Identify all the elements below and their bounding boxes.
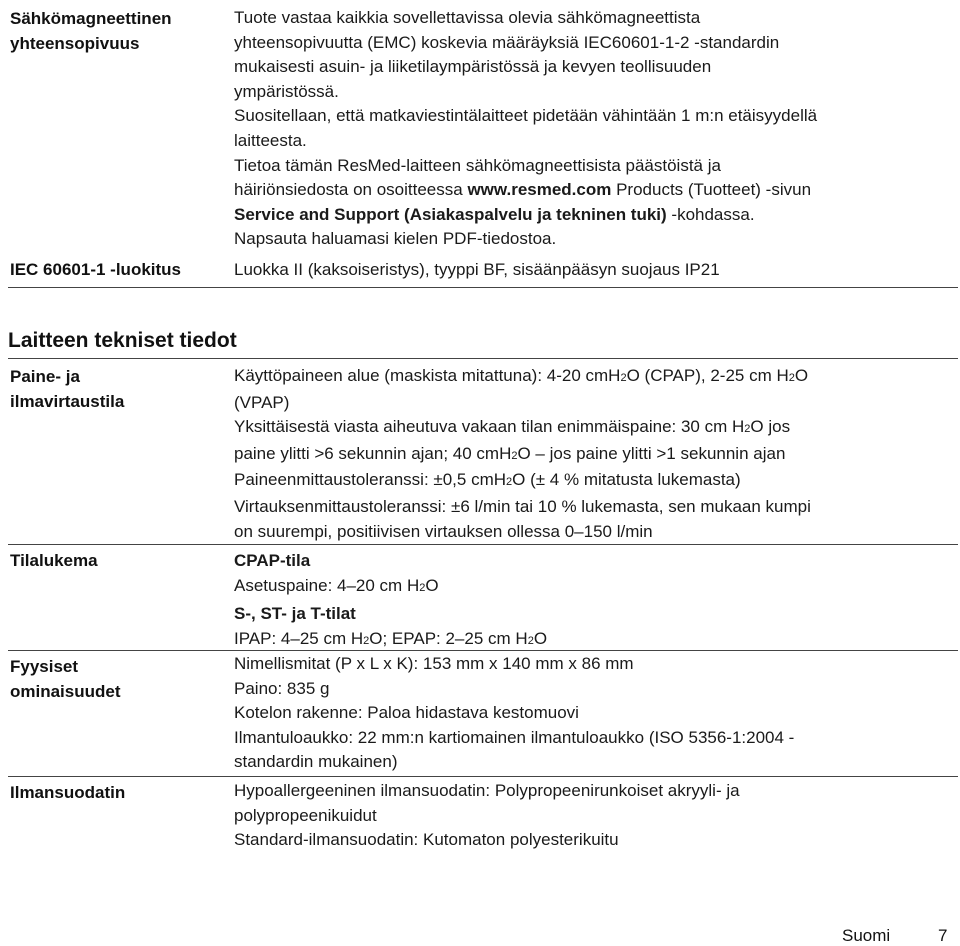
emc-line: laitteesta.	[234, 130, 307, 150]
pressure-label-line1: Paine- ja	[10, 367, 80, 386]
text: Yksittäisestä viasta aiheutuva vakaan tilan enimmäispaine: 30 cm H	[234, 417, 745, 437]
text: O jos	[750, 417, 791, 437]
pressure-text	[234, 364, 811, 544]
cpap-mode-title: CPAP-tila	[234, 551, 311, 570]
url-suffix: Products (Tuotteet) -sivun	[611, 180, 812, 200]
row-divider	[8, 544, 958, 545]
text: paine ylitti >6 sekunnin ajan; 40 cmH	[234, 443, 512, 463]
physical-label-line2: ominaisuudet	[10, 682, 121, 701]
text: O	[533, 629, 548, 648]
subscript: 2	[511, 449, 518, 462]
physical-label-line1: Fyysiset	[10, 657, 79, 676]
emc-line: Napsauta haluamasi kielen PDF-tiedostoa.	[234, 229, 557, 249]
physical-line: Ilmantuloaukko: 22 mm:n kartiomainen ilmantuloaukko (ISO 5356-1:2004 -	[234, 727, 795, 747]
filter-line: polypropeenikuidut	[234, 805, 377, 825]
footer-language: Suomi	[842, 926, 891, 945]
emc-line-url	[234, 178, 817, 203]
physical-line: standardin mukainen)	[234, 752, 398, 772]
emc-line: ympäristössä.	[234, 81, 339, 101]
filter-text	[234, 779, 740, 853]
emc-label-line1: Sähkömagneettinen	[10, 9, 172, 28]
subscript: 2	[744, 423, 751, 436]
set-pressure	[234, 573, 547, 601]
emc-label	[10, 6, 172, 56]
iec-label: IEC 60601-1 -luokitus	[10, 260, 182, 279]
service-suffix: -kohdassa.	[666, 204, 755, 224]
pressure-line	[234, 415, 811, 442]
text: O – jos paine ylitti >1 sekunnin ajan	[517, 443, 786, 463]
row-divider	[8, 776, 958, 777]
emc-line-text: häiriönsiedosta on osoitteessa	[234, 180, 463, 200]
physical-line: Kotelon rakenne: Paloa hidastava kestomuovi	[234, 703, 579, 723]
emc-line: mukaisesti asuin- ja liiketilaympäristössä ja kevyen teollisuuden	[234, 57, 712, 77]
row-divider	[8, 650, 958, 651]
display-label: Tilalukema	[10, 551, 98, 570]
pressure-label-line2: ilmavirtaustila	[10, 392, 125, 411]
text: Asetuspaine: 4–20 cm H	[234, 576, 420, 595]
text: O (± 4 % mitatusta lukemasta)	[512, 470, 741, 490]
text: IPAP: 4–25 cm H	[234, 629, 364, 648]
emc-line: yhteensopivuutta (EMC) koskevia määräyksiä IEC60601-1-2 -standardin	[234, 32, 780, 52]
emc-label-line2: yhteensopivuus	[10, 34, 140, 53]
subscript: 2	[620, 372, 627, 384]
page-number: 7	[938, 926, 948, 945]
emc-line-service	[234, 203, 817, 228]
subscript: 2	[419, 582, 426, 594]
display-text	[234, 548, 547, 654]
physical-text	[234, 652, 794, 775]
pressure-line: on suurempi, positiivisen virtauksen ollessa 0–150 l/min	[234, 521, 653, 541]
text: Paineenmittaustoleranssi: ±0,5 cmH	[234, 470, 507, 490]
section-divider-top	[8, 287, 958, 288]
section-title: Laitteen tekniset tiedot	[8, 329, 237, 352]
emc-line: Suositellaan, että matkaviestintälaitteet pidetään vähintään 1 m:n etäisyydellä	[234, 106, 818, 126]
iec-value: Luokka II (kaksoiseristys), tyyppi BF, sisäänpääsyn suojaus IP21	[234, 260, 720, 279]
subscript: 2	[363, 635, 370, 647]
pressure-line	[234, 442, 811, 469]
physical-line: Nimellismitat (P x L x K): 153 mm x 140 mm x 86 mm	[234, 654, 634, 673]
emc-text	[234, 6, 817, 252]
subscript: 2	[506, 476, 513, 489]
text: O; EPAP: 2–25 cm H	[369, 629, 528, 648]
resmed-link[interactable]: www.resmed.com	[467, 180, 612, 200]
pressure-line: (VPAP)	[234, 392, 290, 412]
section-title-rule	[8, 358, 958, 359]
pressure-line: Virtauksenmittaustoleranssi: ±6 l/min tai 10 % lukemasta, sen mukaan kumpi	[234, 496, 811, 516]
filter-line: Hypoallergeeninen ilmansuodatin: Polypropeenirunkoiset akryyli- ja	[234, 781, 740, 800]
text: O	[794, 366, 809, 385]
pressure-line	[234, 468, 811, 495]
pressure-label	[10, 364, 124, 414]
physical-line: Paino: 835 g	[234, 678, 330, 698]
text: O	[425, 576, 439, 595]
filter-line: Standard-ilmansuodatin: Kutomaton polyesterikuitu	[234, 830, 619, 850]
filter-label: Ilmansuodatin	[10, 783, 126, 802]
service-support-text: Service and Support (Asiakaspalvelu ja tekninen tuki)	[234, 204, 667, 224]
pressure-line	[234, 364, 811, 391]
physical-label	[10, 654, 121, 704]
s-st-t-mode-title: S-, ST- ja T-tilat	[234, 604, 356, 623]
text: O (CPAP), 2-25 cm H	[626, 366, 789, 385]
emc-line: Tuote vastaa kaikkia sovellettavissa olevia sähkömagneettista	[234, 8, 701, 27]
text: Käyttöpaineen alue (maskista mitattuna): 4-20 cmH	[234, 366, 621, 385]
emc-line: Tietoa tämän ResMed-laitteen sähkömagneettisista päästöistä ja	[234, 155, 721, 175]
subscript: 2	[527, 635, 534, 647]
subscript: 2	[788, 372, 795, 384]
